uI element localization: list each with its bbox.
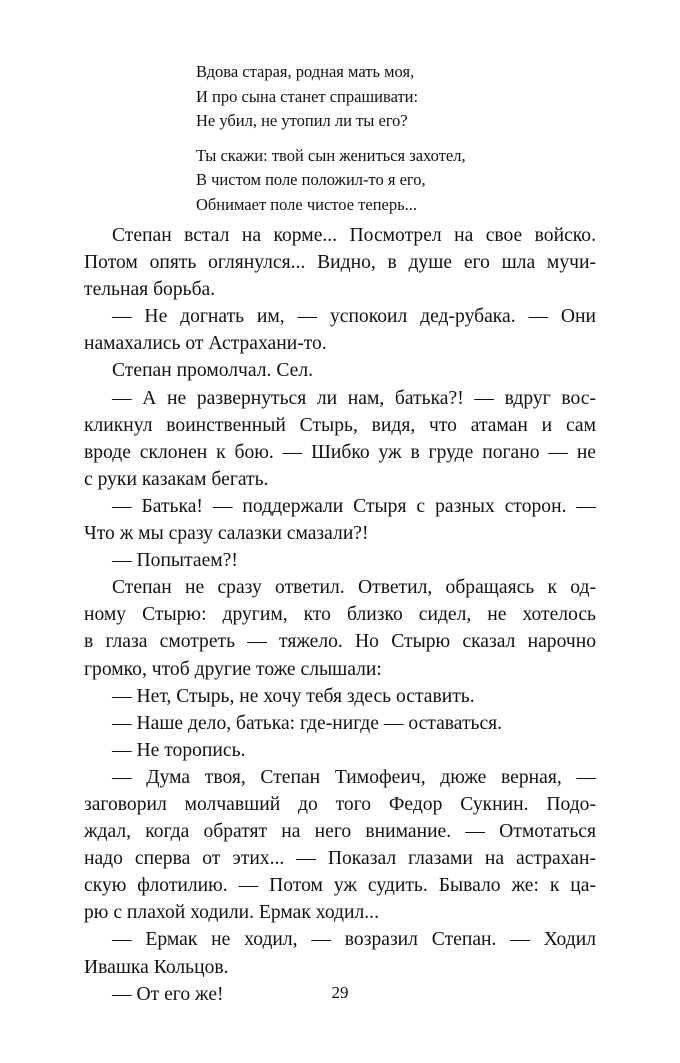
text-line: Степан не сразу ответил. Ответил, обращаясь к од- [112, 577, 596, 599]
text-line: — А не развернуться ли нам, батька?! — вдруг вос- [112, 387, 596, 409]
verse-line: В чистом поле положил-то я его, [196, 170, 426, 189]
text-line: Степан встал на корме... Посмотрел на свое войско. [112, 225, 596, 246]
verse-line: Ты скажи: твой сын жениться захотел, [196, 145, 466, 165]
text-line: — Не торопись. [112, 739, 246, 761]
verse-line: Вдова старая, родная мать моя, [196, 62, 415, 81]
text-line: рю с плахой ходили. Ермак ходил... [84, 902, 379, 924]
text-line: вроде склонен к бою. — Шибко уж в груде погано — не [84, 441, 596, 463]
text-line: заговорил молчавший до того Федор Сукнин. Подо- [84, 793, 596, 815]
verse-line: Не убил, не утопил ли ты его? [196, 111, 408, 130]
text-line: ждал, когда обратят на него внимание. — Отмотаться [84, 821, 596, 843]
text-line: громко, чтоб другие тоже слышали: [84, 658, 382, 680]
text-line: намахались от Астрахани-то. [84, 333, 327, 355]
verse-line: И про сына станет спрашивати: [196, 86, 419, 106]
text-line: — Попытаем?! [112, 550, 238, 572]
verse-line: Обнимает поле чистое теперь... [196, 194, 418, 214]
text-line: ному Стырю: другим, кто близко сидел, не хотелось [84, 604, 596, 626]
text-line: надо сперва от этих... — Показал глазами на астрахан- [84, 848, 596, 870]
text-line: — Нет, Стырь, не хочу тебя здесь оставить. [112, 685, 475, 707]
text-line: с руки казакам бегать. [84, 468, 269, 490]
text-line: — Дума твоя, Степан Тимофеич, дюже верная, — [112, 766, 596, 788]
stanza [196, 60, 616, 134]
stanza [196, 144, 616, 218]
text-line: в глаза смотреть — тяжело. Но Стырю сказал нарочно [84, 631, 596, 653]
text-line: — Батька! — поддержали Стыря с разных сторон. — [112, 495, 596, 517]
prose-block [84, 222, 596, 1008]
verse-block [196, 60, 616, 227]
text-line: тельная борьба. [84, 279, 216, 301]
text-line: кликнул воинственный Стырь, видя, что атаман и сам [84, 414, 596, 436]
text-line: Потом опять оглянулся... Видно, в душе его шла мучи- [84, 252, 596, 274]
text-line: Что ж мы сразу салазки смазали?! [84, 523, 369, 545]
text-line: Ивашка Кольцов. [84, 956, 229, 978]
text-line: скую флотилию. — Потом уж судить. Бывало же: к ца- [84, 875, 596, 897]
text-line: — Не догнать им, — успокоил дед-рубака. — Они [112, 306, 596, 328]
page-number: 29 [331, 983, 349, 1002]
text-line: Степан промолчал. Сел. [112, 360, 314, 382]
text-line: — От его же! [112, 983, 224, 1005]
text-line: — Наше дело, батька: где-нигде — оставаться. [112, 712, 503, 734]
text-line: — Ермак не ходил, — возразил Степан. — Ходил [112, 929, 596, 951]
